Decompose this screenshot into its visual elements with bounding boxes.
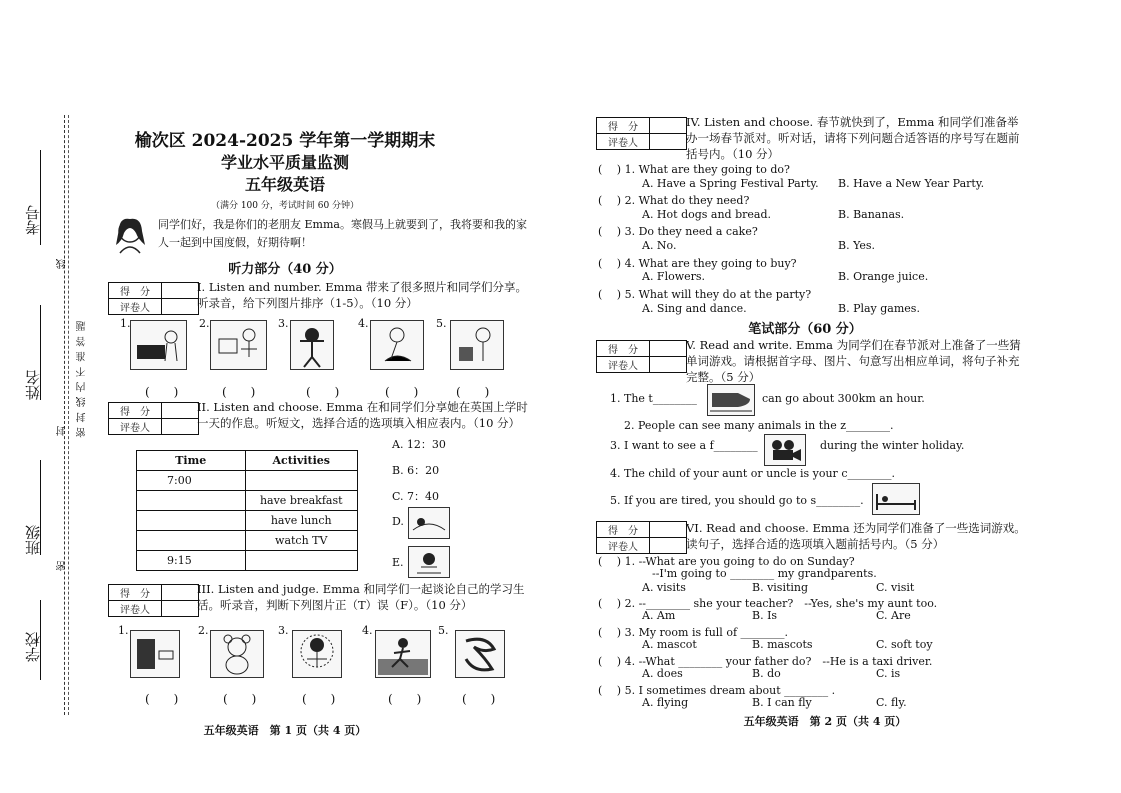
seal-dense-label: 密 — [57, 560, 68, 571]
waking-up-icon — [408, 546, 450, 578]
time-cell[interactable] — [137, 511, 246, 531]
fill-item: 1. The t________ — [610, 392, 697, 405]
bed-icon — [872, 483, 920, 515]
question: ( ) 1. --What are you going to do on Sunday? — [598, 555, 855, 568]
question: ( ) 2. What do they need? — [598, 194, 750, 207]
score-box: 得 分 评卷人 — [108, 402, 199, 435]
margin-label-class: 班级 — [24, 525, 42, 555]
option: A. No. — [642, 239, 677, 252]
answer-paren[interactable]: ( ) — [302, 692, 336, 706]
fu-character-icon — [455, 630, 505, 678]
answer-paren[interactable]: ( ) — [462, 692, 496, 706]
time-cell: 7:00 — [137, 471, 246, 491]
answer-paren[interactable]: ( ) — [222, 385, 256, 399]
section1-instruction: I. Listen and number. Emma 带来了很多照片和同学们分享。听录音，给下列图片排序（1-5）。（10 分） — [197, 280, 527, 310]
listening-title: 听力部分（40 分） — [228, 262, 342, 277]
seal-line-label: 线 — [57, 258, 68, 269]
train-icon — [707, 384, 755, 416]
fill-item: 2. People can see many animals in the z________. — [624, 419, 894, 432]
option: B. Yes. — [838, 239, 876, 252]
option: B. Play games. — [838, 302, 920, 315]
girl-cheering-icon — [290, 320, 334, 370]
exam-subtitle-1: 学业水平质量监测 — [220, 153, 349, 172]
section5-instruction: V. Read and write. Emma 为同学们在春节派对上准备了一些猜单词游戏。请根据首字母、图片、句意写出相应单词，将句子补充完整。（5 分） — [686, 338, 1021, 384]
classroom-icon — [130, 630, 180, 678]
option: B. Have a New Year Party. — [838, 177, 985, 190]
option-a: A. 12：30 — [392, 438, 446, 451]
fill-item: 5. If you are tired, you should go to s________. — [610, 494, 864, 507]
margin-label-exam-no: 考号 — [24, 205, 42, 235]
time-cell[interactable] — [137, 491, 246, 511]
time-cell: 9:15 — [137, 551, 246, 571]
option: B. Orange juice. — [838, 270, 929, 283]
fill-item: 4. The child of your aunt or uncle is your c________. — [610, 467, 895, 480]
section3-instruction: III. Listen and judge. Emma 和同学们一起谈论自己的学习生活。听录音，判断下列图片正（T）误（F）。（10 分） — [197, 582, 525, 612]
girl-books-icon — [450, 320, 504, 370]
question: ( ) 4. --What ________ your father do? --He is a taxi driver. — [598, 655, 933, 668]
margin-label-name: 姓名 — [24, 370, 42, 400]
activity-cell[interactable] — [245, 551, 358, 571]
activity-cell: have lunch — [245, 511, 358, 531]
sleeping-icon — [408, 507, 450, 539]
option: A. Hot dogs and bread. — [642, 208, 772, 221]
runner-icon — [375, 630, 431, 678]
question: ( ) 5. What will they do at the party? — [598, 288, 812, 301]
film-camera-icon — [764, 434, 806, 466]
writing-title: 笔试部分（60 分） — [748, 322, 862, 337]
answer-paren[interactable]: ( ) — [145, 692, 179, 706]
score-box: 得 分 评卷人 — [596, 340, 687, 373]
time-cell[interactable] — [137, 531, 246, 551]
question: ( ) 4. What are they going to buy? — [598, 257, 797, 270]
option-c: C. 7：40 — [392, 490, 440, 503]
option: A. Flowers. — [642, 270, 706, 283]
activity-cell — [245, 471, 358, 491]
margin-label-school: 学校 — [24, 632, 42, 662]
option: A. Have a Spring Festival Party. — [642, 177, 819, 190]
section2-instruction: II. Listen and choose. Emma 在和同学们分享她在英国上学时一天的作息。听短文，选择合适的选项填入相应表内。（10 分） — [197, 400, 528, 430]
emma-avatar-icon — [108, 213, 152, 255]
answer-paren[interactable]: ( ) — [306, 385, 340, 399]
score-box: 得 分 评卷人 — [108, 282, 199, 315]
question: ( ) 3. My room is full of ________. — [598, 626, 789, 639]
schedule-table: Time Activities 7:00 have breakfast have lunch watch TV 9:15 — [136, 450, 358, 571]
score-box: 得 分 评卷人 — [596, 117, 687, 150]
exam-subject: 五年级英语 — [244, 175, 325, 194]
teddy-bear-icon — [210, 630, 264, 678]
question: ( ) 2. --________ she your teacher? --Yes, she's my aunt too. — [598, 597, 938, 610]
option-b: B. 6：20 — [392, 464, 440, 477]
seal-warning-text: 密 封 线 内 不 准 答 题 — [77, 320, 88, 438]
answer-paren[interactable]: ( ) — [388, 692, 422, 706]
score-box: 得 分 评卷人 — [108, 584, 199, 617]
answer-paren[interactable]: ( ) — [145, 385, 179, 399]
answer-paren[interactable]: ( ) — [456, 385, 490, 399]
question: ( ) 1. What are they going to do? — [598, 163, 790, 176]
piano-girl-icon — [130, 320, 187, 370]
activity-cell: watch TV — [245, 531, 358, 551]
fill-item: 3. I want to see a f________ — [610, 439, 758, 452]
answer-paren[interactable]: ( ) — [385, 385, 419, 399]
section6-instruction: VI. Read and choose. Emma 还为同学们准备了一些选词游戏。读句子，选择合适的选项填入题前括号内。（5 分） — [686, 521, 1026, 551]
option: B. Bananas. — [838, 208, 905, 221]
seal-seal-label: 封 — [57, 425, 68, 436]
option-d: D. — [392, 515, 404, 528]
page-footer-1: 五年级英语 第 1 页（共 4 页） — [203, 724, 367, 737]
question: ( ) 5. I sometimes dream about ________ . — [598, 684, 836, 697]
intro-text: 同学们好，我是你们的老朋友 Emma。寒假马上就要到了，我将要和我的家人一起到中国度假，好期待啊！ — [158, 218, 527, 249]
question: ( ) 3. Do they need a cake? — [598, 225, 758, 238]
option: A. Sing and dance. — [642, 302, 747, 315]
exam-note: （满分 100 分，考试时间 60 分钟） — [210, 201, 360, 211]
section4-instruction: IV. Listen and choose. 春节就快到了，Emma 和同学们准备举办一场春节派对。听对话，请将下列问题合适答语的序号写在题前括号内。（10 分） — [686, 115, 1020, 161]
exam-title: 榆次区 2024-2025 学年第一学期期末 — [134, 131, 436, 151]
activity-cell: have breakfast — [245, 491, 358, 511]
answer-paren[interactable]: ( ) — [223, 692, 257, 706]
boy-computer-icon — [210, 320, 267, 370]
girl-cleaning-icon — [370, 320, 424, 370]
page-footer-2: 五年级英语 第 2 页（共 4 页） — [743, 715, 907, 728]
girl-singing-icon — [292, 630, 342, 678]
score-box: 得 分 评卷人 — [596, 521, 687, 554]
option-e: E. — [392, 556, 404, 569]
